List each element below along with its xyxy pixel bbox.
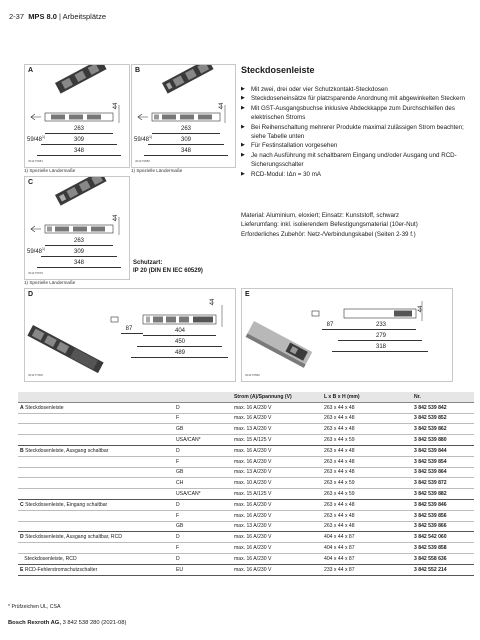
country-cell: EU	[174, 564, 232, 575]
table-header-row	[18, 392, 474, 402]
dim-309: 309	[73, 249, 84, 255]
product-name-cell	[18, 521, 174, 532]
dimension-cell: 263 x 44 x 48	[322, 413, 412, 424]
dimension-cell: 263 x 44 x 59	[322, 435, 412, 446]
country-cell: GB	[174, 521, 232, 532]
country-cell: F	[174, 543, 232, 554]
product-name-cell	[18, 489, 174, 500]
country-cell: GB	[174, 467, 232, 478]
dim-263: 263	[180, 126, 191, 132]
current-cell: max. 16 A/230 V	[232, 553, 322, 564]
table-row	[18, 532, 474, 543]
table-row	[18, 435, 474, 446]
list-item: ▶ Mit zwei, drei oder vier Schutzkontakt-Steckdosen	[241, 85, 469, 94]
zubehoer: Erforderliches Zubehör: Netz-/Verbindungskabel (Seiten 2-39 f.)	[241, 230, 416, 238]
dim-44: 44	[210, 298, 216, 306]
country-cell: F	[174, 413, 232, 424]
dimension-cell: 404 x 44 x 87	[322, 543, 412, 554]
current-cell: max. 13 A/230 V	[232, 424, 322, 435]
figure-a-note: 1) Spezielle Ländermaße	[24, 168, 76, 173]
country-cell: USA/CAN*	[174, 435, 232, 446]
dimension-cell: 263 x 44 x 48	[322, 510, 412, 521]
table-row	[18, 499, 474, 510]
figure-label: E	[245, 291, 250, 298]
part-number-cell: 3 842 539 866	[412, 521, 474, 532]
current-cell: max. 13 A/230 V	[232, 521, 322, 532]
country-cell: D	[174, 402, 232, 413]
dim-309: 309	[180, 137, 191, 143]
product-name-cell	[18, 467, 174, 478]
table-row	[18, 424, 474, 435]
dimension-cell: 263 x 44 x 59	[322, 489, 412, 500]
table-row	[18, 478, 474, 489]
country-cell: D	[174, 532, 232, 543]
country-cell: GB	[174, 424, 232, 435]
table-row	[18, 510, 474, 521]
group-letter: D	[20, 534, 24, 541]
product-name: Steckdosenleiste, Ausgang schaltbar	[25, 447, 109, 454]
current-cell: max. 16 A/230 V	[232, 499, 322, 510]
group-letter: E	[20, 566, 24, 573]
dim-309: 309	[73, 137, 84, 143]
table-row	[18, 467, 474, 478]
figure-label: B	[135, 67, 141, 74]
figure-code: 3011T3582	[245, 373, 260, 377]
current-cell: max. 16 A/230 V	[232, 456, 322, 467]
product-name: Steckdosenleiste	[25, 404, 64, 411]
product-name: Steckdosenleiste, Ausgang schaltbar, RCD	[25, 534, 122, 541]
dim-450: 450	[174, 339, 185, 345]
part-number-cell: 3 842 539 858	[412, 543, 474, 554]
figure-c-note: 1) Spezielle Ländermaße	[24, 280, 76, 285]
col-header: Nr.	[412, 392, 474, 402]
figure-b	[131, 64, 236, 168]
dim-44: 44	[113, 102, 119, 110]
dim-279: 279	[375, 333, 386, 339]
product-name: Steckdosenleiste, RCD	[24, 555, 77, 562]
figure-b-note: 1) Spezielle Ländermaße	[131, 168, 183, 173]
part-number-cell: 3 842 539 842	[412, 402, 474, 413]
product-name: Steckdosenleiste, Eingang schaltbar	[25, 501, 108, 508]
strip-drawing	[242, 289, 452, 381]
table-row	[18, 489, 474, 500]
figure-c	[24, 176, 130, 280]
part-number-cell: 3 842 539 864	[412, 467, 474, 478]
part-number-cell: 3 842 539 856	[412, 510, 474, 521]
table-row	[18, 543, 474, 554]
product-name-cell	[18, 424, 174, 435]
dimension-cell: 263 x 44 x 48	[322, 402, 412, 413]
figure-code: 3011T7506	[28, 373, 43, 377]
part-number-cell: 3 842 539 882	[412, 489, 474, 500]
dim-348: 348	[73, 260, 84, 266]
product-table	[18, 392, 474, 576]
product-name-cell	[18, 445, 174, 456]
col-header	[174, 392, 232, 402]
figure-label: D	[28, 291, 34, 298]
current-cell: max. 16 A/230 V	[232, 510, 322, 521]
country-cell: F	[174, 456, 232, 467]
dim-44: 44	[219, 102, 225, 110]
product-name-cell	[18, 435, 174, 446]
current-cell: max. 16 A/230 V	[232, 532, 322, 543]
page-footer	[8, 620, 126, 626]
product-name-cell	[18, 499, 174, 510]
current-cell: max. 10 A/230 V	[232, 478, 322, 489]
dim-348: 348	[73, 148, 84, 154]
list-item: ▶ Mit GST-Ausgangsbuchse inklusive Abdeckkappe zum Durchschleifen des elektrischen Stroms	[241, 104, 469, 123]
current-cell: max. 16 A/230 V	[232, 543, 322, 554]
product-name-cell	[18, 413, 174, 424]
dimension-cell: 263 x 44 x 48	[322, 424, 412, 435]
figure-e	[241, 288, 453, 382]
group-letter: C	[20, 501, 24, 508]
section-name: Arbeitsplätze	[62, 12, 107, 21]
product-name-cell	[18, 402, 174, 413]
list-item: ▶ Bei Reihenschaltung mehrerer Produkte maximal zulässigen Strom beachten; siehe Tabelle unten	[241, 123, 469, 142]
country-cell: D	[174, 553, 232, 564]
current-cell: max. 16 A/230 V	[232, 564, 322, 575]
dimension-cell: 263 x 44 x 59	[322, 478, 412, 489]
material-info	[241, 211, 473, 239]
material: Material: Aluminium, eloxiert; Einsatz: Kunststoff, schwarz	[241, 212, 400, 219]
country-cell: D	[174, 499, 232, 510]
country-cell: CH	[174, 478, 232, 489]
part-number-cell: 3 842 539 872	[412, 478, 474, 489]
table-row	[18, 402, 474, 413]
part-number-cell: 3 842 539 854	[412, 456, 474, 467]
feature-list	[241, 85, 469, 179]
dimension-cell: 263 x 44 x 48	[322, 445, 412, 456]
product-name-cell	[18, 510, 174, 521]
dimension-cell: 263 x 44 x 48	[322, 467, 412, 478]
dimension-cell: 233 x 44 x 87	[322, 564, 412, 575]
product-name: MPS 8.0	[28, 12, 57, 21]
product-name: RCD-Fehlerstromschutzschalter	[24, 566, 98, 573]
lieferumfang: Lieferumfang: inkl. isolierendem Befestigungsmaterial (10er-Nut)	[241, 221, 418, 229]
figure-code: 3011T3579	[28, 271, 43, 275]
table-row	[18, 553, 474, 564]
product-name-cell	[18, 553, 174, 564]
figure-label: A	[28, 67, 34, 74]
country-cell: F	[174, 510, 232, 521]
table-row	[18, 413, 474, 424]
product-name-cell	[18, 543, 174, 554]
col-header: L x B x H (mm)	[322, 392, 412, 402]
schutzart: Schutzart: IP 20 (DIN EN IEC 60529)	[133, 260, 203, 274]
table-row	[18, 521, 474, 532]
part-number-cell: 3 842 539 862	[412, 424, 474, 435]
col-header	[18, 392, 174, 402]
part-number-cell: 3 842 542 060	[412, 532, 474, 543]
dim-side: 59/48$^{1)}$	[27, 135, 46, 143]
dim-44: 44	[418, 305, 424, 313]
dim-404: 404	[174, 328, 185, 334]
company-name: Bosch Rexroth AG,	[8, 620, 61, 626]
footnote: * Prüfzeichen UL, CSA	[8, 604, 61, 610]
current-cell: max. 15 A/125 V	[232, 489, 322, 500]
group-letter: A	[20, 404, 24, 411]
part-number-cell: 3 842 558 636	[412, 553, 474, 564]
dim-side: 59/48$^{1)}$	[134, 135, 153, 143]
group-letter: B	[20, 447, 24, 454]
figure-d	[24, 288, 236, 382]
country-cell: D	[174, 445, 232, 456]
list-item: ▶ Steckdoseneinsätze für platzsparende Anordnung mit abgewinkelten Steckern	[241, 94, 469, 103]
dim-87: 87	[125, 326, 133, 332]
dimension-cell: 263 x 44 x 48	[322, 499, 412, 510]
dim-348: 348	[180, 148, 191, 154]
section-title: Steckdosenleiste	[241, 65, 315, 75]
part-number-cell: 3 842 552 214	[412, 564, 474, 575]
part-number-cell: 3 842 539 880	[412, 435, 474, 446]
figure-code: 3011T3581	[28, 159, 43, 163]
current-cell: max. 15 A/125 V	[232, 435, 322, 446]
dim-87: 87	[326, 322, 334, 328]
list-item: ▶ Für Festinstallation vorgesehen	[241, 141, 469, 150]
dimension-cell: 404 x 44 x 87	[322, 532, 412, 543]
current-cell: max. 16 A/230 V	[232, 402, 322, 413]
part-number-cell: 3 842 539 846	[412, 499, 474, 510]
figure-a	[24, 64, 130, 168]
table-row	[18, 564, 474, 575]
country-cell: USA/CAN*	[174, 489, 232, 500]
part-number-cell: 3 842 539 844	[412, 445, 474, 456]
dim-233: 233	[375, 322, 386, 328]
dim-side: 59/48$^{1)}$	[27, 247, 46, 255]
dimension-cell: 263 x 44 x 48	[322, 521, 412, 532]
current-cell: max. 16 A/230 V	[232, 413, 322, 424]
dimension-cell: 404 x 44 x 87	[322, 553, 412, 564]
list-item: ▶ Je nach Ausführung mit schaltbarem Eingang und/oder Ausgang und RCD-Sicherungsschalter	[241, 151, 469, 170]
current-cell: max. 13 A/230 V	[232, 467, 322, 478]
figure-code: 3011T3580	[135, 159, 150, 163]
dim-263: 263	[73, 238, 84, 244]
doc-number: 3 842 538 280 (2021-08)	[62, 620, 127, 626]
product-name-cell	[18, 532, 174, 543]
dim-489: 489	[174, 350, 185, 356]
dim-44: 44	[113, 214, 119, 222]
dim-318: 318	[375, 344, 386, 350]
product-name-cell	[18, 478, 174, 489]
table-row	[18, 445, 474, 456]
part-number-cell: 3 842 539 852	[412, 413, 474, 424]
dimension-cell: 263 x 44 x 48	[322, 456, 412, 467]
list-item: ▶ RCD-Modul: IΔn = 30 mA	[241, 170, 469, 179]
table-row	[18, 456, 474, 467]
current-cell: max. 16 A/230 V	[232, 445, 322, 456]
col-header: Strom (A)/Spannung (V)	[232, 392, 322, 402]
product-name-cell	[18, 564, 174, 575]
page-header: 2-37 MPS 8.0 | Arbeitsplätze	[9, 12, 107, 21]
product-name-cell	[18, 456, 174, 467]
figure-label: C	[28, 179, 34, 186]
dim-263: 263	[73, 126, 84, 132]
page-number: 2-37	[9, 12, 25, 21]
